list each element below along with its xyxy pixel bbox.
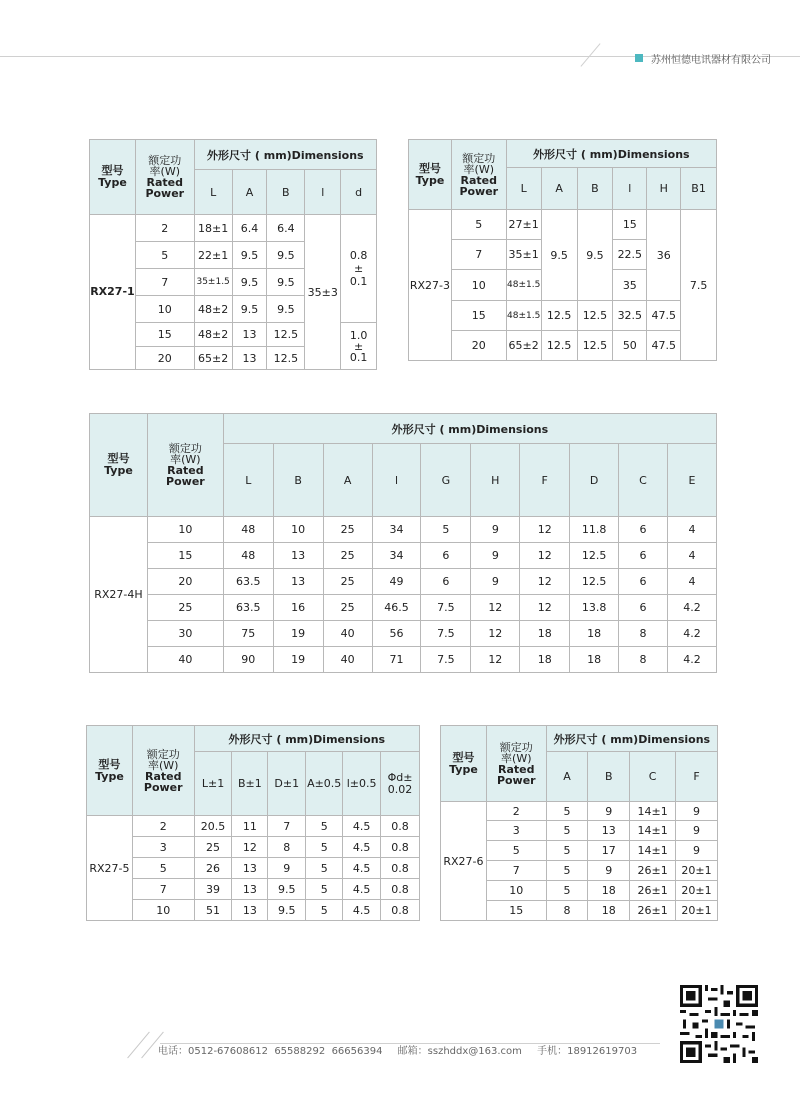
cell: 7 <box>135 269 194 296</box>
dimensions-header: 外形尺寸 ( mm)Dimensions <box>546 726 717 752</box>
cell: 13 <box>232 900 268 921</box>
cell: 9 <box>676 841 718 861</box>
type-header: 型号 Type <box>409 140 452 210</box>
cell: 6.4 <box>267 215 305 242</box>
power-header: 额定功 率(W) Rated Power <box>135 140 194 215</box>
col-header: B <box>267 170 305 215</box>
col-header: A <box>546 752 588 802</box>
table-row <box>87 879 420 900</box>
cell: 5 <box>306 837 343 858</box>
cell: 4.2 <box>667 595 716 621</box>
cell: 10 <box>486 881 546 901</box>
cell: 34 <box>372 543 421 569</box>
qr-code-icon <box>680 985 758 1063</box>
cell: 25 <box>323 517 372 543</box>
cell: 0.8 <box>381 816 420 837</box>
type-header: 型号 Type <box>87 726 133 816</box>
cell: 4.5 <box>343 879 381 900</box>
cell: 9.5 <box>232 242 267 269</box>
type-header: 型号 Type <box>90 414 148 517</box>
cell: 48±2 <box>194 323 232 347</box>
mobile-label: 手机： <box>537 1046 568 1057</box>
cell: 12.5 <box>267 323 305 347</box>
cell: 36 <box>647 210 681 301</box>
cell: 65±2 <box>506 331 541 361</box>
model-cell: RX27-5 <box>87 816 133 921</box>
cell: 9 <box>676 821 718 841</box>
cell: 5 <box>135 242 194 269</box>
table-row <box>409 301 717 331</box>
cell: 7.5 <box>421 647 471 673</box>
cell: 9 <box>268 858 306 879</box>
cell: 4.2 <box>667 647 716 673</box>
cell: 20±1 <box>676 901 718 921</box>
cell: 18±1 <box>194 215 232 242</box>
type-header: 型号 Type <box>90 140 136 215</box>
cell: 5 <box>421 517 471 543</box>
cell: 48±2 <box>194 296 232 323</box>
col-header: B <box>588 752 630 802</box>
cell: 12 <box>471 595 520 621</box>
col-header: F <box>676 752 718 802</box>
cell: 10 <box>132 900 194 921</box>
cell: 3 <box>132 837 194 858</box>
col-header: A±0.5 <box>306 752 343 816</box>
mobile-number: 18912619703 <box>567 1046 638 1057</box>
cell: 12.5 <box>577 331 613 361</box>
cell: 12 <box>232 837 268 858</box>
power-header: 额定功 率(W) Rated Power <box>451 140 506 210</box>
cell: 30 <box>147 621 223 647</box>
cell: 0.8 <box>381 858 420 879</box>
col-header: l±0.5 <box>343 752 381 816</box>
cell: 48±1.5 <box>506 301 541 331</box>
cell: 35±1.5 <box>194 269 232 296</box>
cell: 7 <box>268 816 306 837</box>
footer-decoration <box>127 1032 150 1059</box>
col-header: E <box>667 444 716 517</box>
dimensions-header: 外形尺寸 ( mm)Dimensions <box>506 140 716 168</box>
cell: 4 <box>667 543 716 569</box>
phone-label: 电话： <box>158 1046 188 1057</box>
cell: 25 <box>147 595 223 621</box>
model-cell: RX27-4H <box>90 517 148 673</box>
email-address: sszhddx@163.com <box>427 1046 522 1057</box>
company-name: 苏州恒德电讯器材有限公司 <box>651 55 771 66</box>
col-header: L±1 <box>194 752 232 816</box>
cell: 26±1 <box>630 881 676 901</box>
cell: 4 <box>667 517 716 543</box>
cell: 18 <box>588 901 630 921</box>
l-cell: 35±3 <box>305 215 341 370</box>
cell: 15 <box>486 901 546 921</box>
cell: 13 <box>273 569 323 595</box>
cell: 9.5 <box>267 269 305 296</box>
cell: 4.2 <box>667 621 716 647</box>
cell: 0.8 <box>381 879 420 900</box>
cell: 18 <box>520 621 570 647</box>
table-row <box>90 543 717 569</box>
footer-contact <box>158 1042 649 1057</box>
d-cell: 1.0 ± 0.1 <box>341 323 377 370</box>
table-row <box>90 569 717 595</box>
cell: 12 <box>520 595 570 621</box>
model-cell: RX27-6 <box>441 802 487 921</box>
dimensions-header: 外形尺寸 ( mm)Dimensions <box>223 414 716 444</box>
cell: 7.5 <box>681 210 717 361</box>
cell: 9 <box>588 861 630 881</box>
table-row <box>409 331 717 361</box>
cell: 6 <box>619 517 668 543</box>
cell: 8 <box>619 621 668 647</box>
cell: 13.8 <box>570 595 619 621</box>
cell: 63.5 <box>223 569 273 595</box>
cell: 48 <box>223 517 273 543</box>
cell: 5 <box>546 861 588 881</box>
cell: 12.5 <box>541 331 577 361</box>
cell: 5 <box>546 821 588 841</box>
cell: 12.5 <box>570 543 619 569</box>
cell: 34 <box>372 517 421 543</box>
type-header: 型号 Type <box>441 726 487 802</box>
cell: 7 <box>486 861 546 881</box>
table-rx27-6 <box>440 725 718 921</box>
cell: 7.5 <box>421 621 471 647</box>
cell: 8 <box>619 647 668 673</box>
cell: 12.5 <box>267 347 305 370</box>
cell: 7 <box>132 879 194 900</box>
cell: 49 <box>372 569 421 595</box>
cell: 4 <box>667 569 716 595</box>
cell: 9 <box>471 543 520 569</box>
cell: 63.5 <box>223 595 273 621</box>
cell: 19 <box>273 647 323 673</box>
cell: 22±1 <box>194 242 232 269</box>
cell: 40 <box>147 647 223 673</box>
cell: 5 <box>546 841 588 861</box>
cell: 13 <box>588 821 630 841</box>
cell: 6 <box>421 543 471 569</box>
cell: 12.5 <box>570 569 619 595</box>
cell: 2 <box>486 802 546 821</box>
col-header: Φd± 0.02 <box>381 752 420 816</box>
cell: 40 <box>323 621 372 647</box>
table-row <box>441 802 718 821</box>
cell: 5 <box>451 210 506 240</box>
table-row <box>90 517 717 543</box>
cell: 75 <box>223 621 273 647</box>
cell: 13 <box>232 323 267 347</box>
cell: 6 <box>619 595 668 621</box>
cell: 5 <box>306 900 343 921</box>
cell: 9.5 <box>577 210 613 301</box>
cell: 16 <box>273 595 323 621</box>
cell: 4.5 <box>343 858 381 879</box>
cell: 6 <box>619 543 668 569</box>
cell: 9.5 <box>232 269 267 296</box>
col-header: B <box>577 168 613 210</box>
col-header: C <box>619 444 668 517</box>
cell: 10 <box>135 296 194 323</box>
cell: 47.5 <box>647 301 681 331</box>
cell: 15 <box>613 210 647 240</box>
cell: 13 <box>232 347 267 370</box>
col-header: D <box>570 444 619 517</box>
col-header: G <box>421 444 471 517</box>
cell: 6 <box>421 569 471 595</box>
cell: 26 <box>194 858 232 879</box>
cell: 3 <box>486 821 546 841</box>
table-row <box>87 900 420 921</box>
table-row <box>87 858 420 879</box>
cell: 5 <box>546 802 588 821</box>
cell: 18 <box>588 881 630 901</box>
dimensions-header: 外形尺寸 ( mm)Dimensions <box>194 726 419 752</box>
table-row <box>90 215 377 242</box>
cell: 14±1 <box>630 821 676 841</box>
cell: 12.5 <box>577 301 613 331</box>
cell: 9.5 <box>541 210 577 301</box>
table-row <box>87 816 420 837</box>
cell: 9 <box>471 517 520 543</box>
cell: 15 <box>135 323 194 347</box>
cell: 15 <box>451 301 506 331</box>
cell: 25 <box>194 837 232 858</box>
col-header: L <box>223 444 273 517</box>
col-header: d <box>341 170 377 215</box>
cell: 25 <box>323 543 372 569</box>
cell: 9.5 <box>232 296 267 323</box>
col-header: L <box>194 170 232 215</box>
cell: 51 <box>194 900 232 921</box>
cell: 20±1 <box>676 881 718 901</box>
cell: 25 <box>323 595 372 621</box>
cell: 12 <box>520 569 570 595</box>
cell: 71 <box>372 647 421 673</box>
table-row <box>90 621 717 647</box>
cell: 9.5 <box>267 296 305 323</box>
cell: 12 <box>520 517 570 543</box>
cell: 20 <box>451 331 506 361</box>
cell: 9.5 <box>267 242 305 269</box>
header-decoration <box>580 43 600 67</box>
cell: 18 <box>520 647 570 673</box>
table-row <box>87 837 420 858</box>
cell: 8 <box>268 837 306 858</box>
cell: 9.5 <box>268 879 306 900</box>
cell: 14±1 <box>630 802 676 821</box>
cell: 9 <box>676 802 718 821</box>
cell: 47.5 <box>647 331 681 361</box>
table-rx27-1 <box>89 139 377 370</box>
cell: 26±1 <box>630 901 676 921</box>
cell: 65±2 <box>194 347 232 370</box>
cell: 18 <box>570 647 619 673</box>
col-header: B1 <box>681 168 717 210</box>
table-rx27-4h <box>89 413 717 673</box>
cell: 5 <box>306 858 343 879</box>
table-rx27-5 <box>86 725 420 921</box>
model-cell: RX27-3 <box>409 210 452 361</box>
cell: 32.5 <box>613 301 647 331</box>
cell: 19 <box>273 621 323 647</box>
cell: 6.4 <box>232 215 267 242</box>
cell: 2 <box>135 215 194 242</box>
cell: 18 <box>570 621 619 647</box>
cell: 13 <box>273 543 323 569</box>
cell: 12 <box>471 647 520 673</box>
col-header: A <box>232 170 267 215</box>
cell: 5 <box>306 816 343 837</box>
table-row <box>409 210 717 240</box>
cell: 2 <box>132 816 194 837</box>
cell: 20.5 <box>194 816 232 837</box>
phone-numbers: 0512-67608612 65588292 66656394 <box>188 1046 383 1057</box>
cell: 20 <box>147 569 223 595</box>
col-header: A <box>323 444 372 517</box>
cell: 27±1 <box>506 210 541 240</box>
col-header: l <box>305 170 341 215</box>
cell: 48 <box>223 543 273 569</box>
col-header: A <box>541 168 577 210</box>
col-header: l <box>372 444 421 517</box>
cell: 0.8 <box>381 900 420 921</box>
cell: 5 <box>132 858 194 879</box>
cell: 5 <box>486 841 546 861</box>
cell: 9.5 <box>268 900 306 921</box>
table-row <box>90 647 717 673</box>
cell: 4.5 <box>343 900 381 921</box>
cell: 56 <box>372 621 421 647</box>
cell: 5 <box>306 879 343 900</box>
cell: 8 <box>546 901 588 921</box>
cell: 48±1.5 <box>506 270 541 301</box>
cell: 12 <box>520 543 570 569</box>
col-header: C <box>630 752 676 802</box>
cell: 9 <box>471 569 520 595</box>
cell: 7 <box>451 240 506 270</box>
cell: 10 <box>451 270 506 301</box>
cell: 12.5 <box>541 301 577 331</box>
model-cell: RX27-1 <box>90 215 136 370</box>
cell: 35±1 <box>506 240 541 270</box>
table-rx27-3 <box>408 139 717 361</box>
cell: 13 <box>232 879 268 900</box>
col-header: l <box>613 168 647 210</box>
cell: 10 <box>273 517 323 543</box>
square-icon <box>635 54 643 62</box>
cell: 50 <box>613 331 647 361</box>
col-header: H <box>471 444 520 517</box>
cell: 4.5 <box>343 816 381 837</box>
email-label: 邮箱： <box>397 1046 428 1057</box>
cell: 0.8 <box>381 837 420 858</box>
cell: 7.5 <box>421 595 471 621</box>
col-header: D±1 <box>268 752 306 816</box>
header-bar <box>615 50 800 68</box>
col-header: F <box>520 444 570 517</box>
dimensions-header: 外形尺寸 ( mm)Dimensions <box>194 140 376 170</box>
cell: 17 <box>588 841 630 861</box>
cell: 40 <box>323 647 372 673</box>
cell: 12 <box>471 621 520 647</box>
cell: 20±1 <box>676 861 718 881</box>
power-header: 额定功 率(W) Rated Power <box>147 414 223 517</box>
cell: 15 <box>147 543 223 569</box>
col-header: H <box>647 168 681 210</box>
col-header: B±1 <box>232 752 268 816</box>
cell: 4.5 <box>343 837 381 858</box>
power-header: 额定功 率(W) Rated Power <box>486 726 546 802</box>
col-header: L <box>506 168 541 210</box>
col-header: B <box>273 444 323 517</box>
cell: 90 <box>223 647 273 673</box>
d-cell: 0.8 ± 0.1 <box>341 215 377 323</box>
cell: 11.8 <box>570 517 619 543</box>
cell: 10 <box>147 517 223 543</box>
cell: 39 <box>194 879 232 900</box>
power-header: 额定功 率(W) Rated Power <box>132 726 194 816</box>
cell: 11 <box>232 816 268 837</box>
cell: 5 <box>546 881 588 901</box>
cell: 46.5 <box>372 595 421 621</box>
cell: 14±1 <box>630 841 676 861</box>
cell: 26±1 <box>630 861 676 881</box>
cell: 20 <box>135 347 194 370</box>
table-row <box>90 595 717 621</box>
cell: 6 <box>619 569 668 595</box>
cell: 35 <box>613 270 647 301</box>
cell: 9 <box>588 802 630 821</box>
cell: 13 <box>232 858 268 879</box>
cell: 25 <box>323 569 372 595</box>
cell: 22.5 <box>613 240 647 270</box>
